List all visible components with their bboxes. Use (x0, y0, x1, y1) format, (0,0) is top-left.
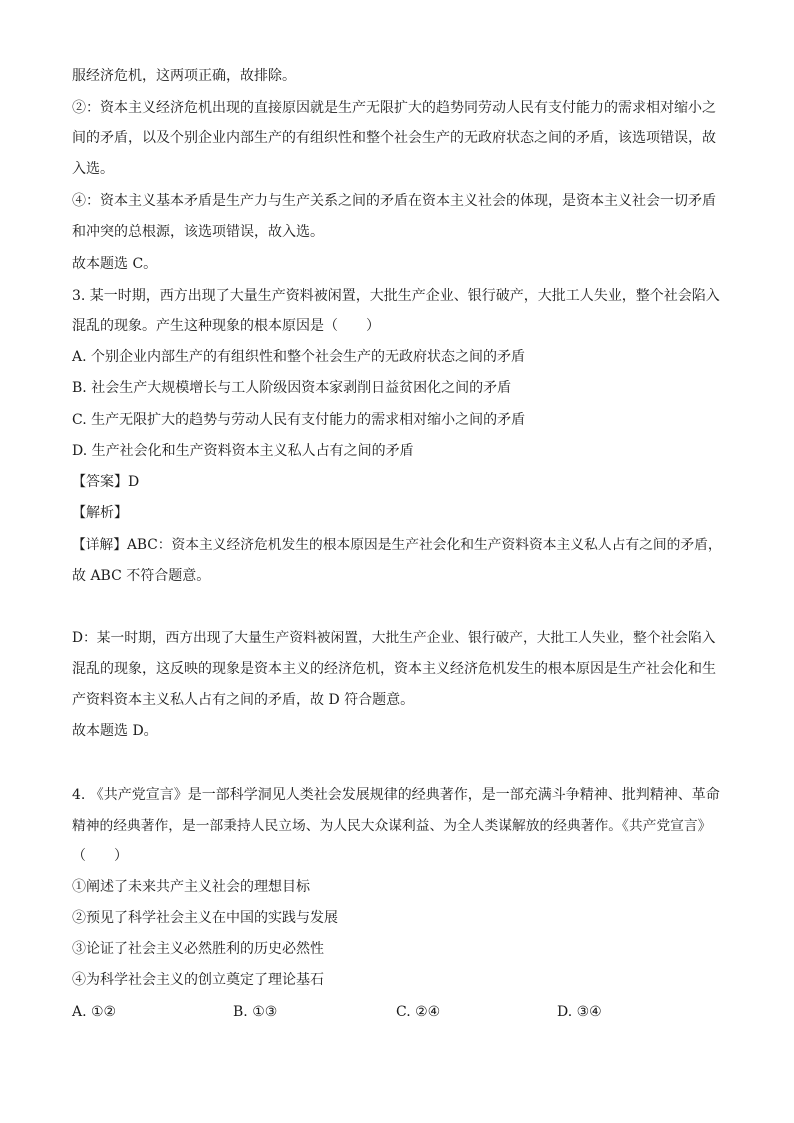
prev-explanation-item4-line1: ④：资本主义基本矛盾是生产力与生产关系之间的矛盾在资本主义社会的体现，是资本主义社会一切矛盾 (72, 193, 716, 209)
q4-stem-line2: 精神的经典著作，是一部秉持人民立场、为人民大众谋利益、为全人类谋解放的经典著作。《共产党宣言》 (72, 818, 712, 834)
q4-stem-line3: （ ） (72, 848, 128, 864)
q3-detail-line1: 【详解】ABC：资本主义经济危机发生的根本原因是生产社会化和生产资料资本主义私人占有之间的矛盾， (72, 537, 722, 553)
q3-stem-line2: 混乱的现象。产生这种现象的根本原因是（ ） (72, 318, 380, 334)
q4-item-3: ③论证了社会主义必然胜利的历史必然性 (72, 941, 324, 957)
q3-d-line1: D：某一时期，西方出现了大量生产资料被闲置，大批生产企业、银行破产，大批工人失业，整个社会陷入 (72, 630, 716, 646)
q3-stem-line1: 3. 某一时期，西方出现了大量生产资料被闲置，大批生产企业、银行破产，大批工人失业，整个社会陷入 (72, 288, 720, 304)
q3-option-d: D. 生产社会化和生产资料资本主义私人占有之间的矛盾 (72, 443, 414, 459)
q4-option-c: C. ②④ (396, 1004, 441, 1020)
q4-option-a: A. ①② (72, 1004, 117, 1020)
q4-item-2: ②预见了科学社会主义在中国的实践与发展 (72, 910, 338, 926)
prev-explanation-item2-line3: 入选。 (72, 161, 114, 177)
q3-analysis-heading: 【解析】 (72, 505, 128, 521)
q4-option-b: B. ①③ (233, 1004, 278, 1020)
prev-explanation-line: 服经济危机，这两项正确，故排除。 (72, 68, 296, 84)
prev-explanation-item4-line2: 和冲突的总根源，该选项错误，故入选。 (72, 224, 324, 240)
q3-conclusion: 故本题选 D。 (72, 723, 158, 739)
q3-answer: 【答案】D (72, 474, 140, 490)
q4-item-1: ①阐述了未来共产主义社会的理想目标 (72, 879, 310, 895)
prev-conclusion: 故本题选 C。 (72, 256, 158, 272)
q3-detail-line2: 故 ABC 不符合题意。 (72, 568, 211, 584)
prev-explanation-item2-line1: ②：资本主义经济危机出现的直接原因就是生产无限扩大的趋势同劳动人民有支付能力的需求相对缩小之 (72, 100, 716, 116)
q4-stem-line1: 4. 《共产党宣言》是一部科学洞见人类社会发展规律的经典著作，是一部充满斗争精神、批判精神、革命 (72, 787, 720, 803)
q3-option-b: B. 社会生产大规模增长与工人阶级因资本家剥削日益贫困化之间的矛盾 (72, 380, 512, 396)
q3-option-a: A. 个别企业内部生产的有组织性和整个社会生产的无政府状态之间的矛盾 (72, 349, 526, 365)
q4-item-4: ④为科学社会主义的创立奠定了理论基石 (72, 972, 324, 988)
q3-d-line3: 产资料资本主义私人占有之间的矛盾，故 D 符合题意。 (72, 692, 415, 708)
q4-option-d: D. ③④ (557, 1004, 602, 1020)
prev-explanation-item2-line2: 间的矛盾，以及个别企业内部生产的有组织性和整个社会生产的无政府状态之间的矛盾，该选项错误，故 (72, 130, 716, 146)
q3-d-line2: 混乱的现象，这反映的现象是资本主义的经济危机，资本主义经济危机发生的根本原因是生产社会化和生 (72, 661, 716, 677)
q3-option-c: C. 生产无限扩大的趋势与劳动人民有支付能力的需求相对缩小之间的矛盾 (72, 412, 526, 428)
